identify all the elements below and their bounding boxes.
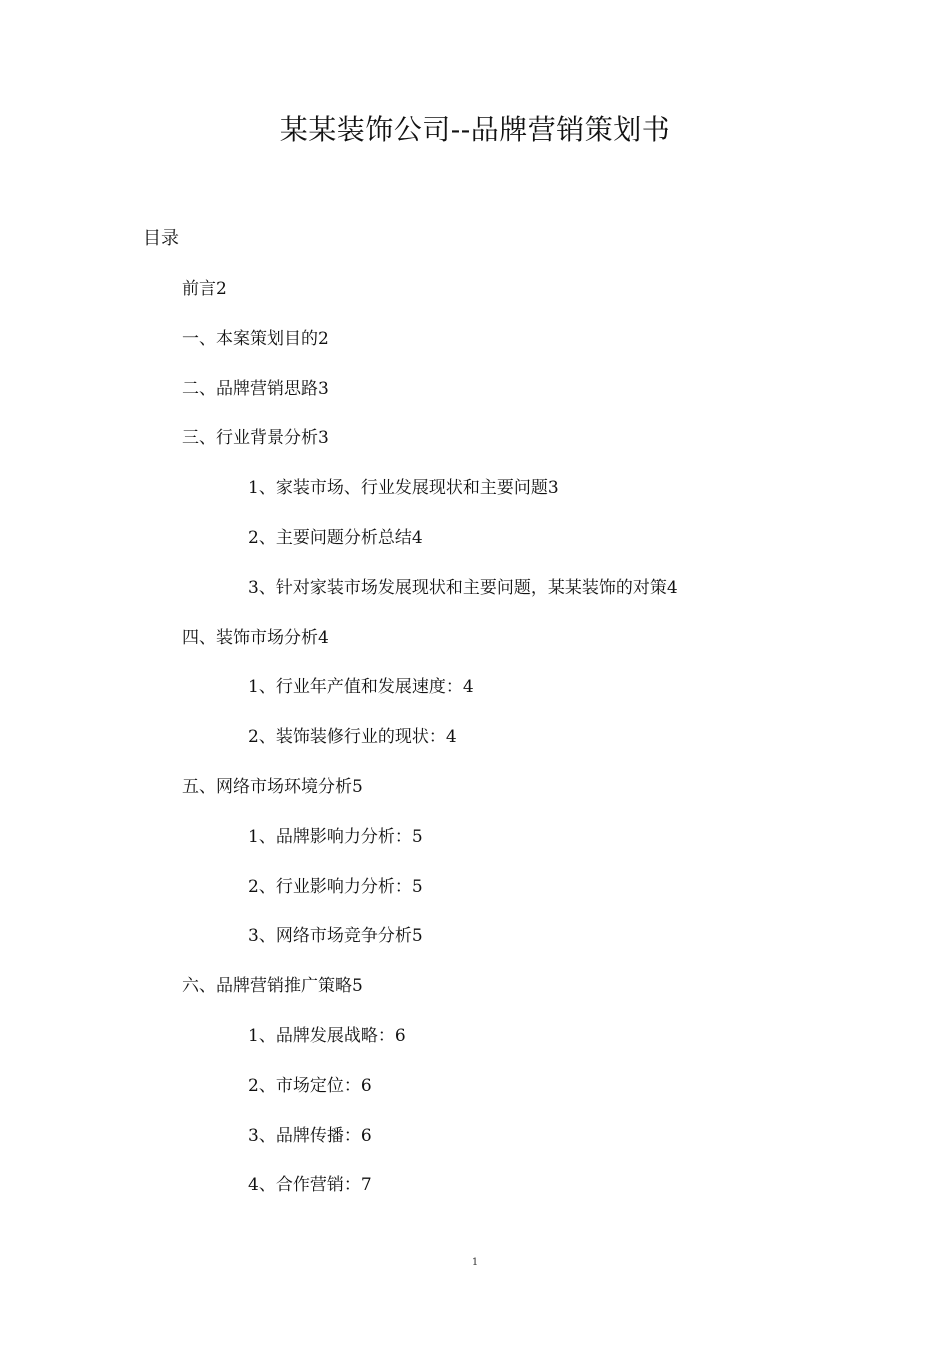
toc-entry[interactable]: 四、装饰市场分析4 [182,628,329,648]
toc-entry[interactable]: 1、家装市场、行业发展现状和主要问题3 [248,478,559,498]
page-number: 1 [471,1257,479,1268]
toc-entry[interactable]: 三、行业背景分析3 [182,428,329,448]
toc-entry[interactable]: 2、行业影响力分析：5 [248,877,423,897]
toc-entry[interactable]: 2、市场定位：6 [248,1076,372,1096]
toc-entry[interactable]: 2、主要问题分析总结4 [248,528,423,548]
toc-entry[interactable]: 前言2 [182,279,227,299]
toc-entry[interactable]: 2、装饰装修行业的现状：4 [248,727,457,747]
toc-entry[interactable]: 3、针对家装市场发展现状和主要问题，某某装饰的对策4 [248,578,678,598]
toc-entry[interactable]: 二、品牌营销思路3 [182,379,329,399]
toc-entry[interactable]: 六、品牌营销推广策略5 [182,976,363,996]
toc-entry[interactable]: 1、品牌发展战略：6 [248,1026,406,1046]
toc-entry[interactable]: 五、网络市场环境分析5 [182,777,363,797]
toc-entry[interactable]: 1、行业年产值和发展速度：4 [248,677,474,697]
toc-entry[interactable]: 一、本案策划目的2 [182,329,329,349]
toc-entry[interactable]: 4、合作营销：7 [248,1175,372,1195]
toc-entry[interactable]: 1、品牌影响力分析：5 [248,827,423,847]
toc-entry[interactable]: 3、品牌传播：6 [248,1126,372,1146]
toc-heading: 目录 [143,228,179,249]
document-title: 某某装饰公司--品牌营销策划书 [279,113,671,146]
toc-entry[interactable]: 3、网络市场竞争分析5 [248,926,423,946]
